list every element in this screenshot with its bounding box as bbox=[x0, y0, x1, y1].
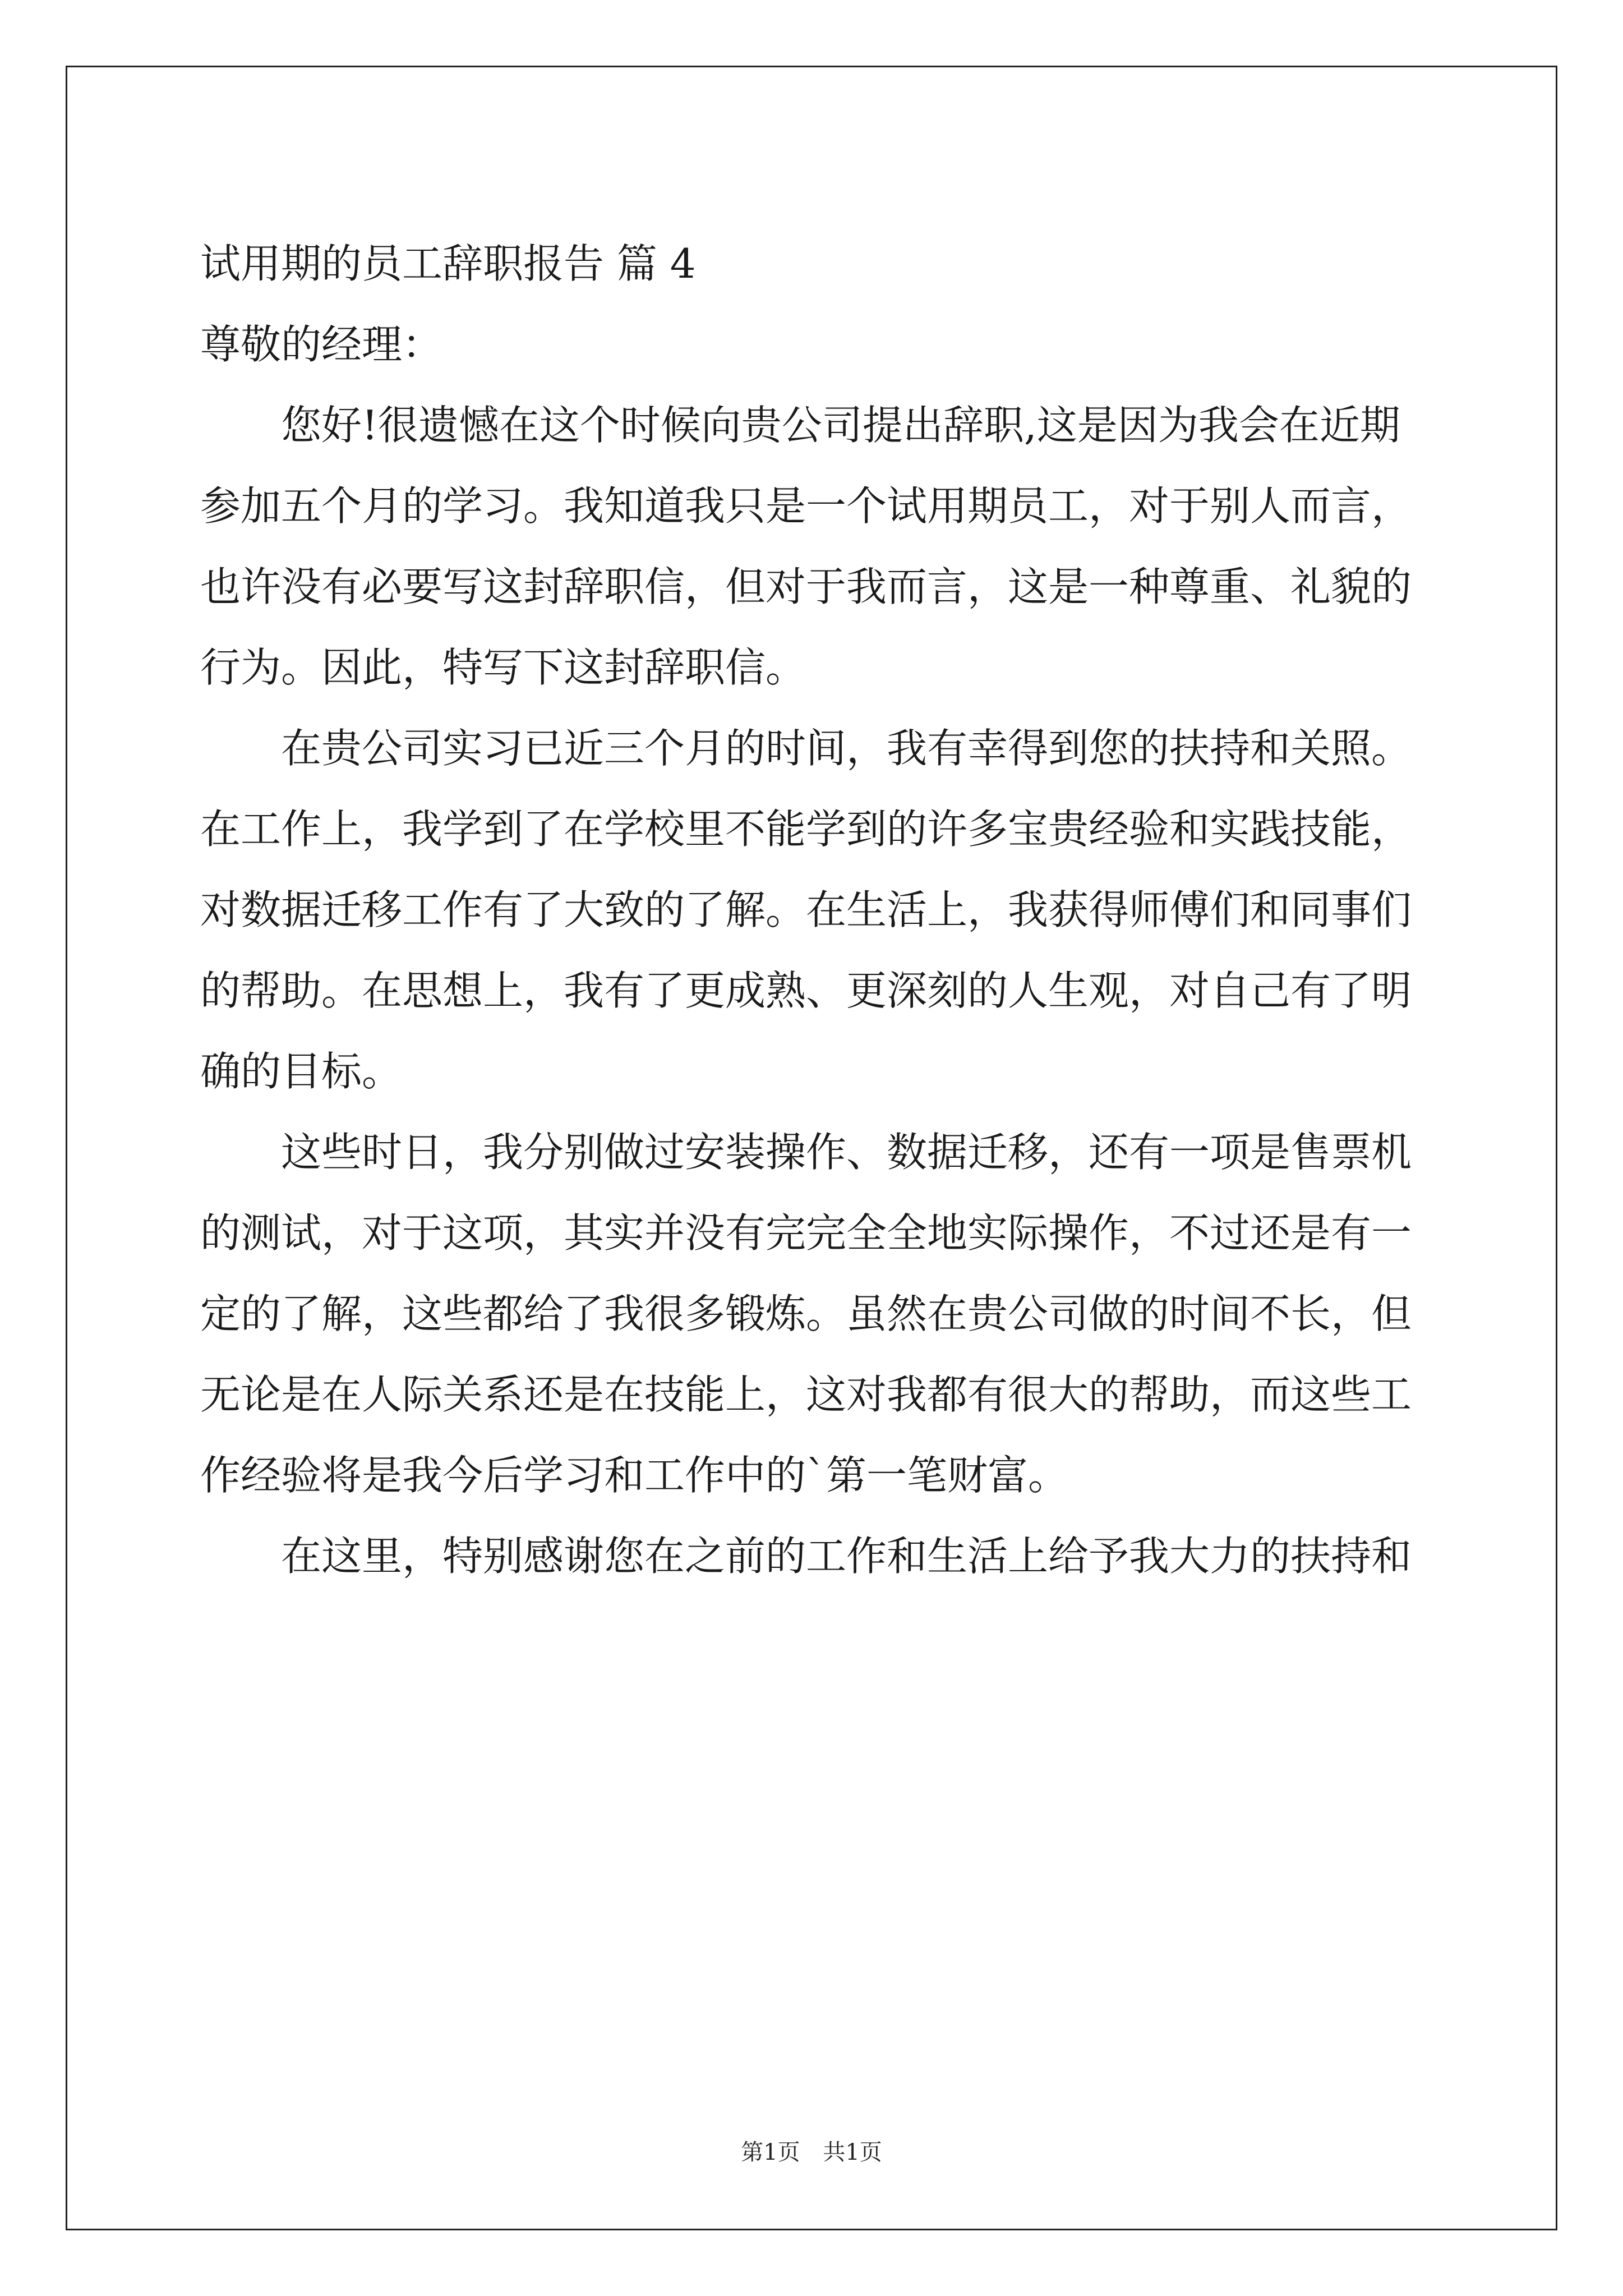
text-line: 对数据迁移工作有了大致的了解。在生活上，我获得师傅们和同事们 bbox=[200, 886, 1412, 933]
text-line: 无论是在人际关系还是在技能上，这对我都有很大的帮助，而这些工 bbox=[200, 1371, 1412, 1418]
text-line: 在这里，特别感谢您在之前的工作和生活上给予我大力的扶持和 bbox=[281, 1533, 1412, 1580]
text-line: 参加五个月的学习。我知道我只是一个试用期员工，对于别人而言， bbox=[200, 482, 1412, 530]
text-line: 行为。因此，特写下这封辞职信。 bbox=[200, 644, 806, 691]
document-title: 试用期的员工辞职报告 篇 4 bbox=[200, 240, 696, 287]
text-line: 在工作上，我学到了在学校里不能学到的许多宝贵经验和实践技能， bbox=[200, 806, 1412, 853]
salutation: 尊敬的经理： bbox=[200, 321, 443, 368]
document-body bbox=[200, 223, 1423, 1596]
body-text bbox=[200, 385, 1423, 1596]
text-line: 的帮助。在思想上，我有了更成熟、更深刻的人生观，对自己有了明 bbox=[200, 967, 1412, 1014]
text-line: 在贵公司实习已近三个月的时间，我有幸得到您的扶持和关照。 bbox=[281, 725, 1412, 772]
text-line: 作经验将是我今后学习和工作中的`第一笔财富。 bbox=[200, 1452, 1069, 1499]
text-line: 也许没有必要写这封辞职信，但对于我而言，这是一种尊重、礼貌的 bbox=[200, 563, 1412, 610]
page-footer bbox=[0, 2134, 1623, 2166]
text-line: 您好!很遗憾在这个时候向贵公司提出辞职,这是因为我会在近期 bbox=[281, 402, 1400, 449]
page-number: 第1页 bbox=[741, 2139, 800, 2165]
text-line: 的测试，对于这项，其实并没有完完全全地实际操作，不过还是有一 bbox=[200, 1209, 1412, 1257]
text-line: 这些时日，我分别做过安装操作、数据迁移，还有一项是售票机 bbox=[281, 1129, 1412, 1176]
text-line: 定的了解，这些都给了我很多锻炼。虽然在贵公司做的时间不长，但 bbox=[200, 1290, 1412, 1337]
page-count: 共1页 bbox=[823, 2139, 882, 2165]
text-line: 确的目标。 bbox=[200, 1048, 403, 1095]
